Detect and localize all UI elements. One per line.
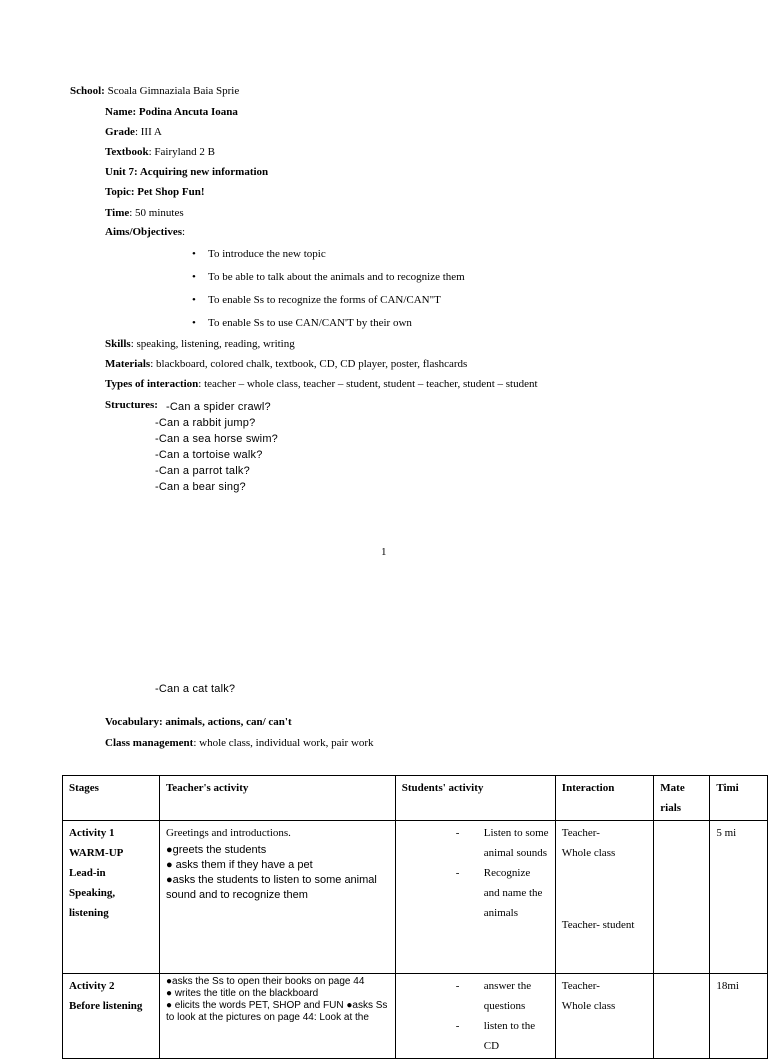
structure-item: -Can a bear sing?: [155, 481, 246, 493]
structure-item: -Can a rabbit jump?: [155, 417, 256, 429]
aim-item: • To enable Ss to use CAN/CAN'T by their own: [192, 317, 412, 329]
time-cell: 5 mi: [710, 821, 768, 974]
stage-cell: Activity 2 Before listening: [63, 974, 160, 1059]
bullet-icon: •: [192, 317, 196, 329]
header-materials: Mate rials: [654, 776, 710, 821]
students-activity-cell: [395, 821, 555, 974]
table-header-row: [63, 776, 768, 821]
aim-item: • To introduce the new topic: [192, 248, 326, 260]
list-item: - answer the questions: [455, 980, 532, 1012]
time-cell: 18mi: [710, 974, 768, 1059]
structure-item: -Can a spider crawl?: [166, 401, 271, 413]
bullet-icon: •: [192, 294, 196, 306]
structures-label: Structures:: [105, 399, 158, 411]
teacher-name: Name: Podina Ancuta Ioana: [105, 106, 238, 118]
lesson-plan-table: [62, 775, 768, 1059]
table-row: [63, 821, 768, 974]
structure-item: -Can a parrot talk?: [155, 465, 250, 477]
school-line: [70, 85, 239, 97]
aims-heading: [105, 226, 185, 238]
interaction-cell: Teacher- Whole class Teacher- student: [555, 821, 654, 974]
class-management-label: Class management: [105, 737, 194, 749]
aim-item: • To be able to talk about the animals and to recognize them: [192, 271, 465, 283]
structure-item: -Can a sea horse swim?: [155, 433, 279, 445]
time-label: Time: [105, 207, 130, 219]
skills-value: : speaking, listening, reading, writing: [130, 338, 295, 350]
interaction-types-line: [105, 378, 538, 390]
topic-line: Topic: Pet Shop Fun!: [105, 186, 205, 198]
skills-line: [105, 338, 295, 350]
textbook-value: : Fairyland 2 B: [148, 146, 215, 158]
grade-value: : III A: [134, 126, 162, 138]
list-item: - Listen to some animal sounds: [455, 827, 549, 859]
school-value: Scoala Gimnaziala Baia Sprie: [107, 85, 240, 97]
stage-cell: Activity 1 WARM-UP Lead-in Speaking, listening: [63, 821, 160, 974]
aims-colon: :: [181, 226, 186, 238]
structure-item: -Can a tortoise walk?: [155, 449, 263, 461]
textbook-label: Textbook: [105, 146, 149, 158]
materials-line: [105, 358, 467, 370]
grade-line: [105, 126, 162, 138]
structure-item: -Can a cat talk?: [155, 683, 236, 695]
interaction-types-label: Types of interaction: [105, 378, 199, 390]
class-management-line: [105, 737, 374, 749]
materials-value: : blackboard, colored chalk, textbook, CD, CD player, poster, flashcards: [150, 358, 468, 370]
materials-label: Materials: [105, 358, 151, 370]
unit-line: Unit 7: Acquiring new information: [105, 166, 269, 178]
aims-label: Aims/Objectives: [105, 226, 182, 238]
aim-item: • To enable Ss to recognize the forms of CAN/CAN"T: [192, 294, 441, 306]
grade-label: Grade: [105, 126, 135, 138]
class-management-value: : whole class, individual work, pair work: [193, 737, 374, 749]
school-label: School:: [70, 85, 105, 97]
materials-cell: [654, 821, 710, 974]
list-item: - listen to the CD: [455, 1020, 536, 1052]
header-time: Timi: [710, 776, 768, 821]
table-row: [63, 974, 768, 1059]
list-item: - Recognize and name the animals: [455, 867, 543, 919]
header-teacher-activity: Teacher's activity: [159, 776, 395, 821]
textbook-line: [105, 146, 215, 158]
vocabulary-line: Vocabulary: animals, actions, can/ can't: [105, 716, 292, 728]
teacher-activity-cell: ●asks the Ss to open their books on page 44 ● writes the title on the blackboard ● elicits the words PET, SHOP and FUN ●asks Ss to look at the pictures on page 44: Look at the: [159, 974, 395, 1059]
skills-label: Skills: [105, 338, 131, 350]
interaction-cell: Teacher- Whole class: [555, 974, 654, 1059]
interaction-types-value: : teacher – whole class, teacher – student, student – teacher, student – student: [198, 378, 538, 390]
header-stages: Stages: [63, 776, 160, 821]
page-number: 1: [381, 546, 387, 558]
header-interaction: Interaction: [555, 776, 654, 821]
bullet-icon: •: [192, 271, 196, 283]
bullet-icon: •: [192, 248, 196, 260]
time-value: : 50 minutes: [129, 207, 184, 219]
time-line: [105, 207, 184, 219]
teacher-activity-cell: Greetings and introductions. ●greets the students ● asks them if they have a pet ●asks the students to listen to some animal sound and to recognize them: [159, 821, 395, 974]
students-activity-cell: [395, 974, 555, 1059]
materials-cell: [654, 974, 710, 1059]
header-students-activity: Students' activity: [395, 776, 555, 821]
